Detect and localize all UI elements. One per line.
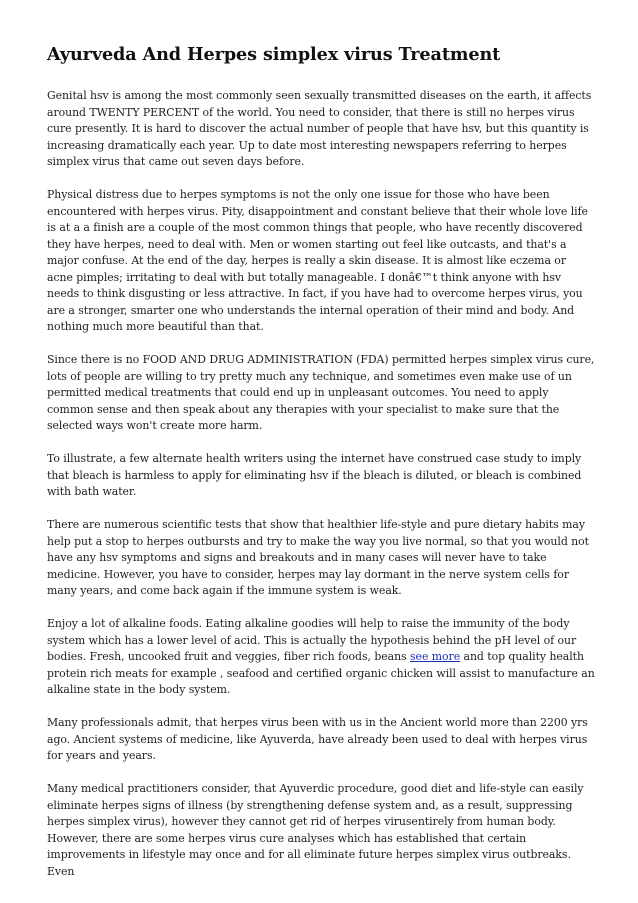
paragraph-fda: Since there is no FOOD AND DRUG ADMINISTRATION (FDA) permitted herpes simplex virus cure, lots of people are willing to try pretty much any technique, and sometimes even make use of un permitted medical treatments that could end up in unpleasant outcomes. You need to apply common sense and then speak about any therapies with your specialist to make sure that the selected ways won't create more harm.	[47, 353, 595, 432]
paragraph-bleach: To illustrate, a few alternate health writers using the internet have construed case study to imply that bleach is harmless to apply for eliminating hsv if the bleach is diluted, or bleach is combined with bath water.	[47, 452, 582, 498]
paragraph-ancient-world: Many professionals admit, that herpes virus been with us in the Ancient world more than 2200 yrs ago. Ancient systems of medicine, like Ayuverda, have already been used to deal with herpes virus for years and years.	[47, 716, 588, 762]
document-page	[47, 44, 595, 897]
paragraph-alkaline-foods	[47, 616, 595, 699]
alkaline-text-after: and top quality health protein rich meats for example , seafood and certified organic chicken will assist to manufacture an alkaline state in the body system.	[47, 650, 595, 696]
paragraph-physical-distress: Physical distress due to herpes symptoms is not the only one issue for those who have been encountered with herpes virus. Pity, disappointment and constant believe that their whole love life is at a a finish are a couple of the most common things that people, who have recently discovered they have herpes, need to deal with. Men or women starting out feel like outcasts, and that's a major confuse. At the end of the day, herpes is really a skin disease. It is almost like eczema or acne pimples; irritating to deal with but totally manageable. I donâ€™t think anyone with hsv needs to think disgusting or less attractive. In fact, if you have had to overcome herpes virus, you are a stronger, smarter one who understands the internal operation of their mind and body. And nothing much more beautiful than that.	[47, 188, 588, 333]
alkaline-text-before: Enjoy a lot of alkaline foods. Eating alkaline goodies will help to raise the immunity of the body system which has a lower level of acid. This is actually the hypothesis behind the pH level of our bodies. Fresh, uncooked fruit and veggies, fiber rich foods, beans	[47, 617, 577, 663]
document-title: Ayurveda And Herpes simplex virus Treatment	[47, 44, 501, 65]
paragraph-genital-hsv: Genital hsv is among the most commonly seen sexually transmitted diseases on the earth, it affects around TWENTY PERCENT of the world. You need to consider, that there is still no herpes virus cure presently. It is hard to discover the actual number of people that have hsv, but this quantity is increasing dramatically each year. Up to date most interesting newspapers referring to herpes simplex virus that came out seven days before.	[47, 89, 592, 168]
see-more-link[interactable]: see more	[410, 650, 461, 663]
paragraph-ayurvedic-procedure: Many medical practitioners consider, that Ayuverdic procedure, good diet and life-style can easily eliminate herpes signs of illness (by strengthening defense system and, as a result, suppressing herpes simplex virus), however they cannot get rid of herpes virusentirely from human body. However, there are some herpes virus cure analyses which has established that certain improvements in lifestyle may once and for all eliminate future herpes simplex virus outbreaks. Even	[47, 782, 584, 878]
paragraph-scientific-tests: There are numerous scientific tests that show that healthier life-style and pure dietary habits may help put a stop to herpes outbursts and try to make the way you live normal, so that you would not have any hsv symptoms and signs and breakouts and in many cases will never have to take medicine. However, you have to consider, herpes may lay dormant in the nerve system cells for many years, and come back again if the immune system is weak.	[47, 518, 589, 597]
